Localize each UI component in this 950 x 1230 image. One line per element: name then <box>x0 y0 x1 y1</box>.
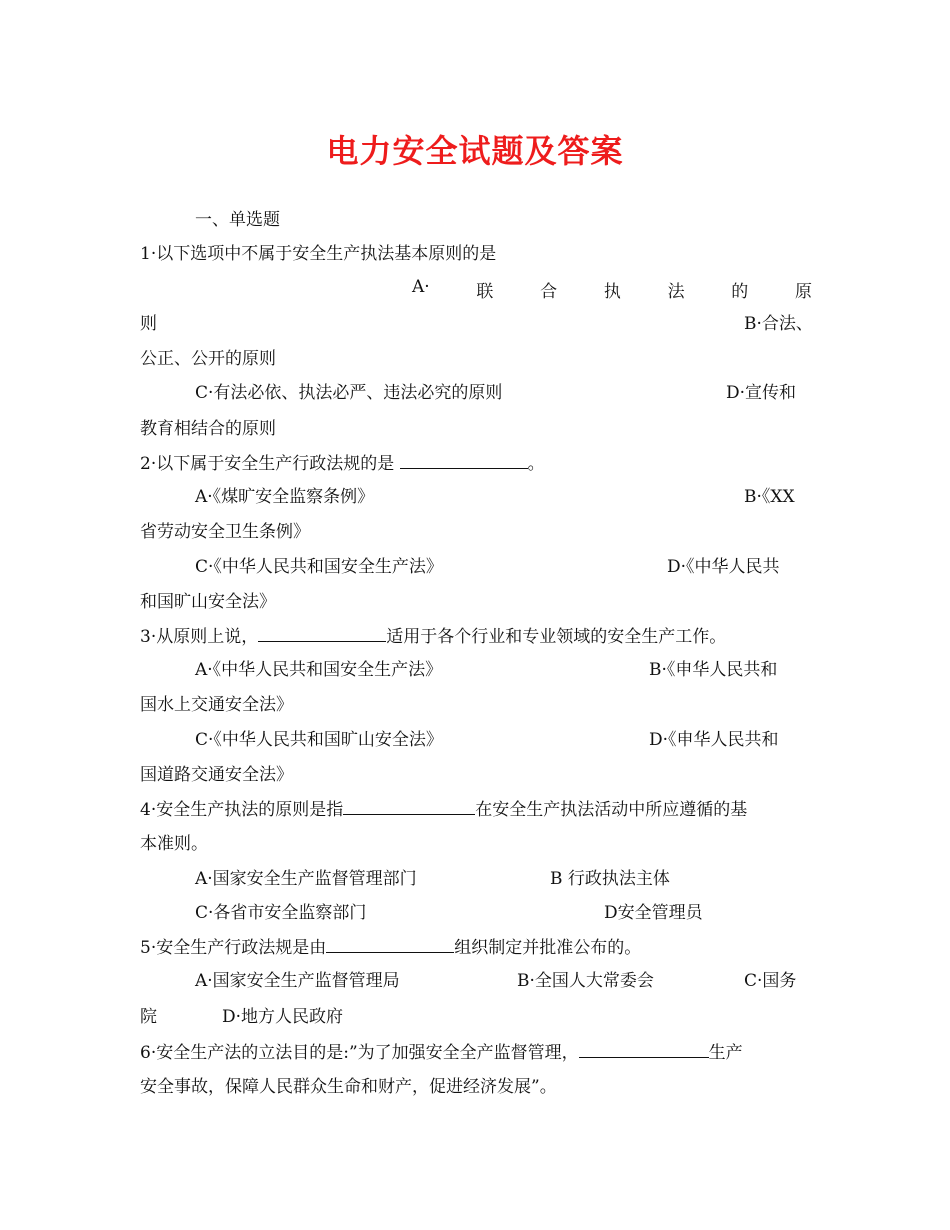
q1-option-a-tail: 则 <box>140 314 157 334</box>
q1-option-b-tail: 公正、公开的原则 <box>140 349 276 369</box>
q3-option-d: D·《申华人民共和 <box>649 730 779 750</box>
q5-option-d: D·地方人民政府 <box>222 1007 344 1027</box>
q5-stem <box>140 936 641 959</box>
q1-option-d-tail: 教育相结合的原则 <box>140 419 276 439</box>
section-heading: 一、单选题 <box>195 210 280 230</box>
q4-stem-pre: 4·安全生产执法的原则是指 <box>140 800 344 820</box>
q2-option-b: B·《XX <box>744 487 795 507</box>
q6-stem-post: 生产 <box>708 1043 743 1063</box>
q2-option-d: D·《中华人民共 <box>667 557 780 577</box>
q4-stem-tail: 本准则。 <box>140 834 208 854</box>
document-title: 电力安全试题及答案 <box>326 132 624 170</box>
q4-option-b: B 行政执法主体 <box>550 869 670 889</box>
q3-stem-pre: 3·从原则上说， <box>140 627 259 647</box>
q1-a-char: 法 <box>667 282 685 302</box>
q3-option-b-tail: 国水上交通安全法》 <box>140 695 293 715</box>
q2-option-a: A·《煤旷安全监察条例》 <box>195 487 375 507</box>
q1-option-c: C·有法必依、执法必严、违法必究的原则 <box>195 383 503 403</box>
q4-option-a: A·国家安全生产监督管理部门 <box>195 869 417 889</box>
q2-stem <box>140 452 545 475</box>
q5-option-c-tail: 院 <box>140 1007 157 1027</box>
q2-blank <box>400 452 528 469</box>
q1-a-char: 联 <box>476 282 494 302</box>
q1-option-b: B·合法、 <box>744 314 813 334</box>
q2-stem-post: 。 <box>527 454 545 474</box>
q4-stem <box>140 798 747 821</box>
q5-blank <box>326 936 454 953</box>
q3-blank <box>258 625 386 642</box>
q2-option-b-tail: 省劳动安全卫生条例》 <box>140 522 310 542</box>
q4-option-d: D安全管理员 <box>604 903 703 923</box>
q2-option-c: C·《中华人民共和国安全生产法》 <box>195 557 443 577</box>
q3-stem <box>140 625 726 648</box>
q3-option-d-tail: 国道路交通安全法》 <box>140 765 293 785</box>
q4-stem-post: 在安全生产执法活动中所应遵循的基 <box>475 800 748 820</box>
q1-option-a-spread <box>412 277 812 302</box>
q2-option-d-tail: 和国旷山安全法》 <box>140 592 276 612</box>
q3-option-c: C·《中华人民共和国旷山安全法》 <box>195 730 443 750</box>
q1-a-char: 执 <box>603 282 621 302</box>
q3-stem-post: 适用于各个行业和专业领域的安全生产工作。 <box>386 627 727 647</box>
q5-stem-post: 组织制定并批准公布的。 <box>454 938 642 958</box>
q1-a-char: 原 <box>795 282 812 302</box>
q1-a-char: 合 <box>540 282 558 302</box>
q6-blank <box>579 1041 709 1058</box>
q3-option-b: B·《申华人民共和 <box>649 660 778 680</box>
q4-blank <box>343 798 475 815</box>
q1-a-char: A· <box>412 277 430 297</box>
q1-stem: 1·以下选项中不属于安全生产执法基本原则的是 <box>140 244 497 264</box>
q1-a-char: 的 <box>731 282 749 302</box>
q3-option-a: A·《中华人民共和国安全生产法》 <box>195 660 443 680</box>
q6-stem-pre: 6·安全生产法的立法目的是:”为了加强安全全产监督管理， <box>140 1043 579 1063</box>
q5-option-b: B·全国人大常委会 <box>517 971 654 991</box>
q6-stem-tail: 安全事故，保障人民群众生命和财产，促进经济发展”。 <box>140 1077 557 1097</box>
q5-option-c: C·国务 <box>744 971 797 991</box>
q2-stem-pre: 2·以下属于安全生产行政法规的是 <box>140 454 400 474</box>
q6-stem <box>140 1041 743 1064</box>
q5-option-a: A·国家安全生产监督管理局 <box>195 971 400 991</box>
q4-option-c: C·各省市安全监察部门 <box>195 903 367 923</box>
q5-stem-pre: 5·安全生产行政法规是由 <box>140 938 327 958</box>
q1-option-d: D·宣传和 <box>726 383 797 403</box>
